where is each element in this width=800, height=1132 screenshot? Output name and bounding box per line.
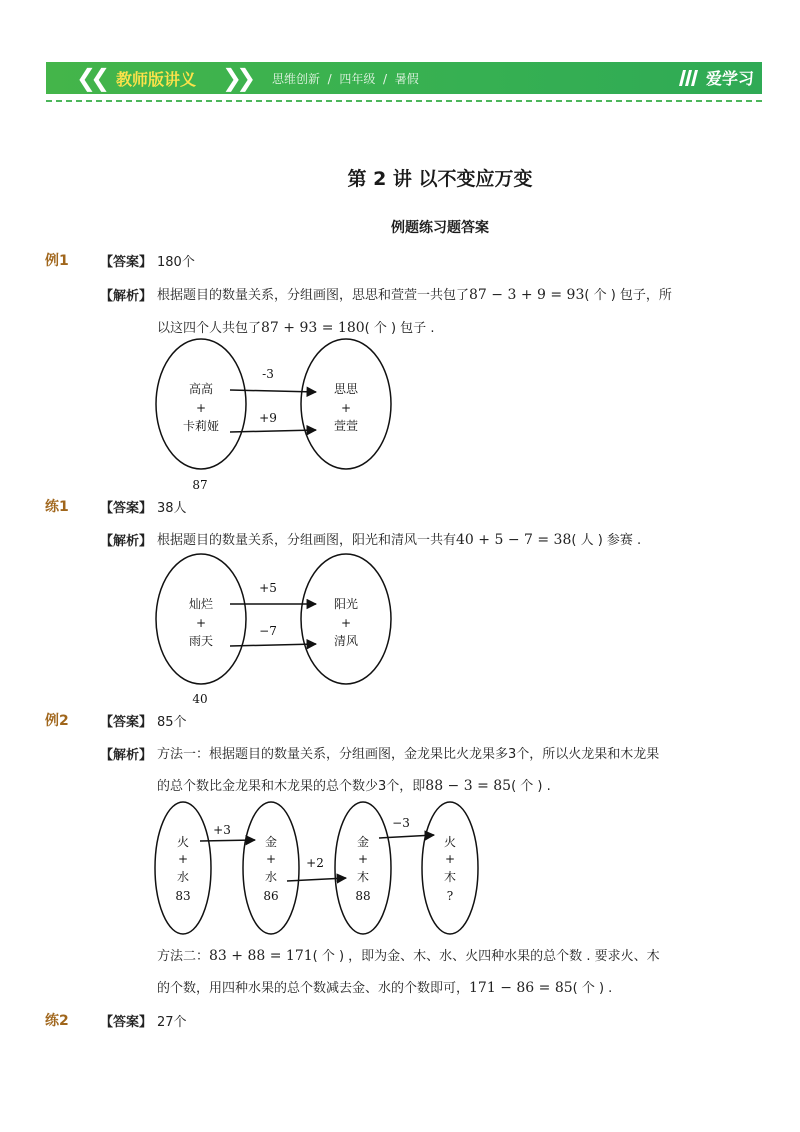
total-label: 87 [192,478,208,492]
arrow-label: −3 [392,816,410,830]
equation: 171 − 86 = 85 [469,980,573,996]
node-count: ? [446,889,454,903]
text: ( 个 ) 包子，所 [584,288,672,303]
text: 的总个数比金龙果和木龙果的总个数少3个，即 [157,779,426,794]
explain-tag: 【解析】 [100,748,153,763]
practice-1-explain-line1 [157,529,641,548]
node-label: 水 [176,870,190,884]
answer-tag: 【答案】 [100,255,153,270]
node-label: 高高 [188,382,214,396]
plus-sign: + [340,616,352,630]
crumb-separator: / [383,72,388,86]
arrow-label: −7 [259,624,277,638]
text: ( 个 ) . [511,779,551,794]
banner-title: 教师版讲义 [116,70,197,89]
breadcrumb [272,70,419,87]
text: 的个数，用四种水果的总个数减去金、水的个数即可， [157,981,470,996]
brand-mark-icon [677,68,703,88]
total-label: 40 [192,692,208,706]
answer-tag: 【答案】 [100,501,153,516]
node-label: 清风 [333,634,359,648]
node-label: 卡莉娅 [182,419,220,433]
arrow-label: -3 [262,367,274,381]
arrow [230,390,316,392]
lecture-title: 第 2 讲 以不变应万变 [347,168,533,190]
plus-sign: + [195,401,207,415]
node-label: 萱萱 [333,419,359,433]
node-label: 木 [356,870,370,884]
section-title: 例题练习题答案 [391,220,489,236]
example-2-method1-line1: 方法一：根据题目的数量关系，分组画图，金龙果比火龙果多3个，所以火龙果和木龙果 [157,747,660,762]
brand-name: 爱学习 [705,69,754,88]
example-1-label: 例1 [45,253,69,269]
node-label: 火 [443,835,457,849]
node-label: 灿烂 [188,597,214,611]
group-ellipse [335,802,391,934]
answer-tag: 【答案】 [100,715,153,730]
node-label: 阳光 [333,597,359,611]
plus-sign: + [177,852,189,866]
practice-1-diagram [150,553,410,709]
equation: 83 + 88 = 171 [209,948,313,964]
arrow-label: +3 [213,823,231,837]
crumb-grade: 四年级 [339,72,376,86]
crumb-term: 暑假 [394,72,419,86]
practice-1-label: 练1 [45,499,69,515]
example-2-diagram [150,798,490,938]
equation: 40 + 5 − 7 = 38 [456,532,572,548]
example-2-method2-line2 [157,977,612,996]
answer-tag: 【答案】 [100,1015,153,1030]
practice-2-answer: 27个 [157,1015,187,1030]
text: ( 个 ) ，即为金、木、水、火四种水果的总个数 . 要求火、木 [312,949,660,964]
text: ( 人 ) 参赛 . [571,533,642,548]
node-count: 83 [175,889,191,903]
node-count: 88 [355,889,371,903]
plus-sign: + [265,852,277,866]
plus-sign: + [195,616,207,630]
explain-tag: 【解析】 [100,289,153,304]
text: ( 个 ) . [572,981,613,996]
example-1-explain-line1 [157,284,672,303]
example-2-method1-line2 [157,775,551,794]
arrow-label: +2 [306,856,324,870]
node-label: 木 [443,870,457,884]
crumb-subject: 思维创新 [272,72,321,86]
node-label: 思思 [333,382,359,396]
equation: 87 + 93 = 180 [261,320,365,336]
explain-tag: 【解析】 [100,534,153,549]
text: 根据题目的数量关系，分组画图，思思和萱萱一共包了 [157,288,470,303]
node-label: 火 [176,835,190,849]
text: 方法二： [157,949,210,964]
group-ellipse [422,802,478,934]
plus-sign: + [444,852,456,866]
text: 根据题目的数量关系，分组画图，阳光和清风一共有 [157,533,457,548]
example-2-answer: 85个 [157,715,187,730]
arrow-label: +5 [259,581,277,595]
example-1-explain-line2 [157,317,434,336]
arrow-label: +9 [259,411,277,425]
example-2-method2-line1 [157,945,660,964]
group-ellipse [155,802,211,934]
practice-1-answer: 38人 [157,501,187,516]
text: 以这四个人共包了 [157,321,262,336]
crumb-separator: / [327,72,332,86]
node-label: 水 [264,870,278,884]
header-divider [46,100,762,102]
node-count: 86 [263,889,279,903]
text: ( 个 ) 包子 . [364,321,435,336]
arrow [200,840,255,841]
equation: 88 − 3 = 85 [425,778,512,794]
header-banner [46,62,762,94]
double-chevron-left-icon: ❮❮ [76,64,105,92]
example-1-answer: 180个 [157,255,195,270]
arrow [287,878,346,881]
practice-2-label: 练2 [45,1013,69,1029]
example-1-diagram [150,338,410,496]
plus-sign: + [340,401,352,415]
node-label: 雨天 [188,634,214,648]
double-chevron-right-icon: ❯❯ [222,64,251,92]
brand-logo [677,66,754,89]
example-2-label: 例2 [45,713,69,729]
node-label: 金 [264,835,278,849]
plus-sign: + [357,852,369,866]
node-label: 金 [356,835,370,849]
equation: 87 − 3 + 9 = 93 [469,287,585,303]
group-ellipse [243,802,299,934]
